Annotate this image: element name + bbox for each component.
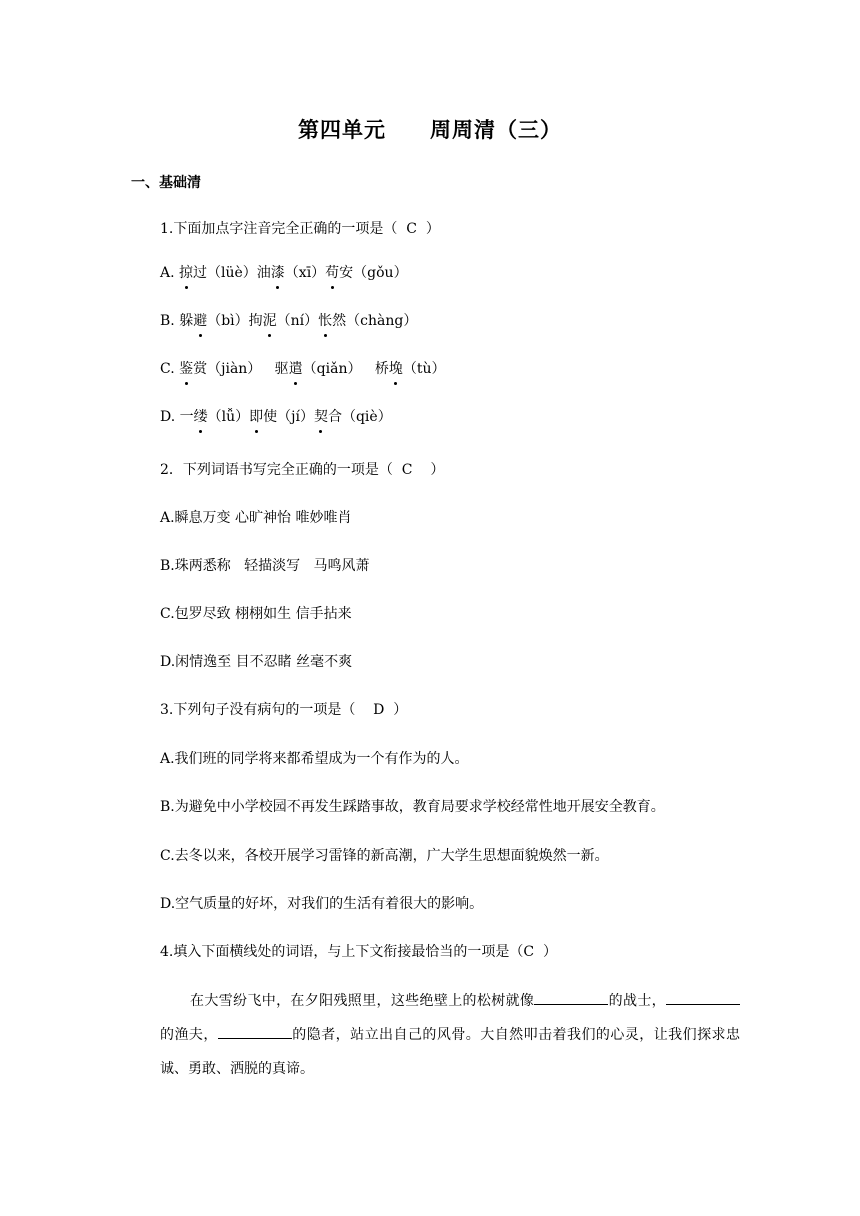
q2-stem: 2．下列词语书写完全正确的一项是（ C ） xyxy=(160,462,445,478)
q1-stem: 1.下面加点字注音完全正确的一项是（ C ） xyxy=(160,221,440,237)
q3-option-a: A.我们班的同学将来都希望成为一个有作为的人。 xyxy=(160,751,469,767)
q2-option-d: D.闲情逸至 目不忍睹 丝毫不爽 xyxy=(160,654,353,670)
title-subtitle: 周周清（三） xyxy=(430,118,562,142)
emphasis-dot-char: 鉴 xyxy=(179,361,194,377)
fill-blank xyxy=(666,990,740,1005)
q1-option-b: B. 躲避（bì）拘泥（ní）怅然（chàng） xyxy=(160,313,418,329)
fill-blank xyxy=(218,1024,292,1039)
emphasis-dot-char: 堍 xyxy=(388,361,403,377)
q4-passage: 在大雪纷飞中，在夕阳残照里，这些绝壁上的松树就像 的战士，的渔夫， 的隐者，站立出自己的风骨。大自然叩击着我们的心灵，让我们探求忠诚、勇敢、洒脱的真谛。 xyxy=(160,984,740,1086)
emphasis-dot-char: 苟 xyxy=(325,265,340,281)
q1-option-d: D. 一缕（lǚ）即使（jí）契合（qiè） xyxy=(160,409,392,425)
emphasis-dot-char: 即 xyxy=(249,409,264,425)
emphasis-dot-char: 怅 xyxy=(318,313,333,329)
q3-option-d: D.空气质量的好坏，对我们的生活有着很大的影响。 xyxy=(160,896,484,912)
section-heading: 一、基础清 xyxy=(131,175,201,191)
fill-blank xyxy=(534,990,608,1005)
emphasis-dot-char: 缕 xyxy=(193,409,208,425)
emphasis-dot-char: 泥 xyxy=(262,313,277,329)
emphasis-dot-char: 漆 xyxy=(270,265,285,281)
q3-option-b: B.为避免中小学校园不再发生踩踏事故，教育局要求学校经常性地开展安全教育。 xyxy=(160,799,665,815)
q1-option-c: C. 鉴赏（jiàn） 驱遣（qiǎn） 桥堍（tù） xyxy=(160,361,446,377)
emphasis-dot-char: 避 xyxy=(193,313,208,329)
q3-option-c: C.去冬以来，各校开展学习雷锋的新高潮，广大学生思想面貌焕然一新。 xyxy=(160,848,609,864)
emphasis-dot-char: 遣 xyxy=(288,361,303,377)
q4-stem: 4.填入下面横线处的词语，与上下文衔接最恰当的一项是（C ） xyxy=(160,944,557,960)
q3-stem: 3.下列句子没有病句的一项是（ D ） xyxy=(160,702,408,718)
page-title xyxy=(0,114,860,144)
q1-option-a: A. 掠过（lüè）油漆（xī）苟安（gǒu） xyxy=(160,265,408,281)
emphasis-dot-char: 掠 xyxy=(179,265,194,281)
q2-option-c: C.包罗尽致 栩栩如生 信手拈来 xyxy=(160,606,352,622)
q2-option-b: B.珠两悉称 轻描淡写 马鸣风萧 xyxy=(160,558,370,574)
q2-option-a: A.瞬息万变 心旷神怡 唯妙唯肖 xyxy=(160,510,352,526)
emphasis-dot-char: 契 xyxy=(313,409,328,425)
title-unit: 第四单元 xyxy=(298,118,386,142)
